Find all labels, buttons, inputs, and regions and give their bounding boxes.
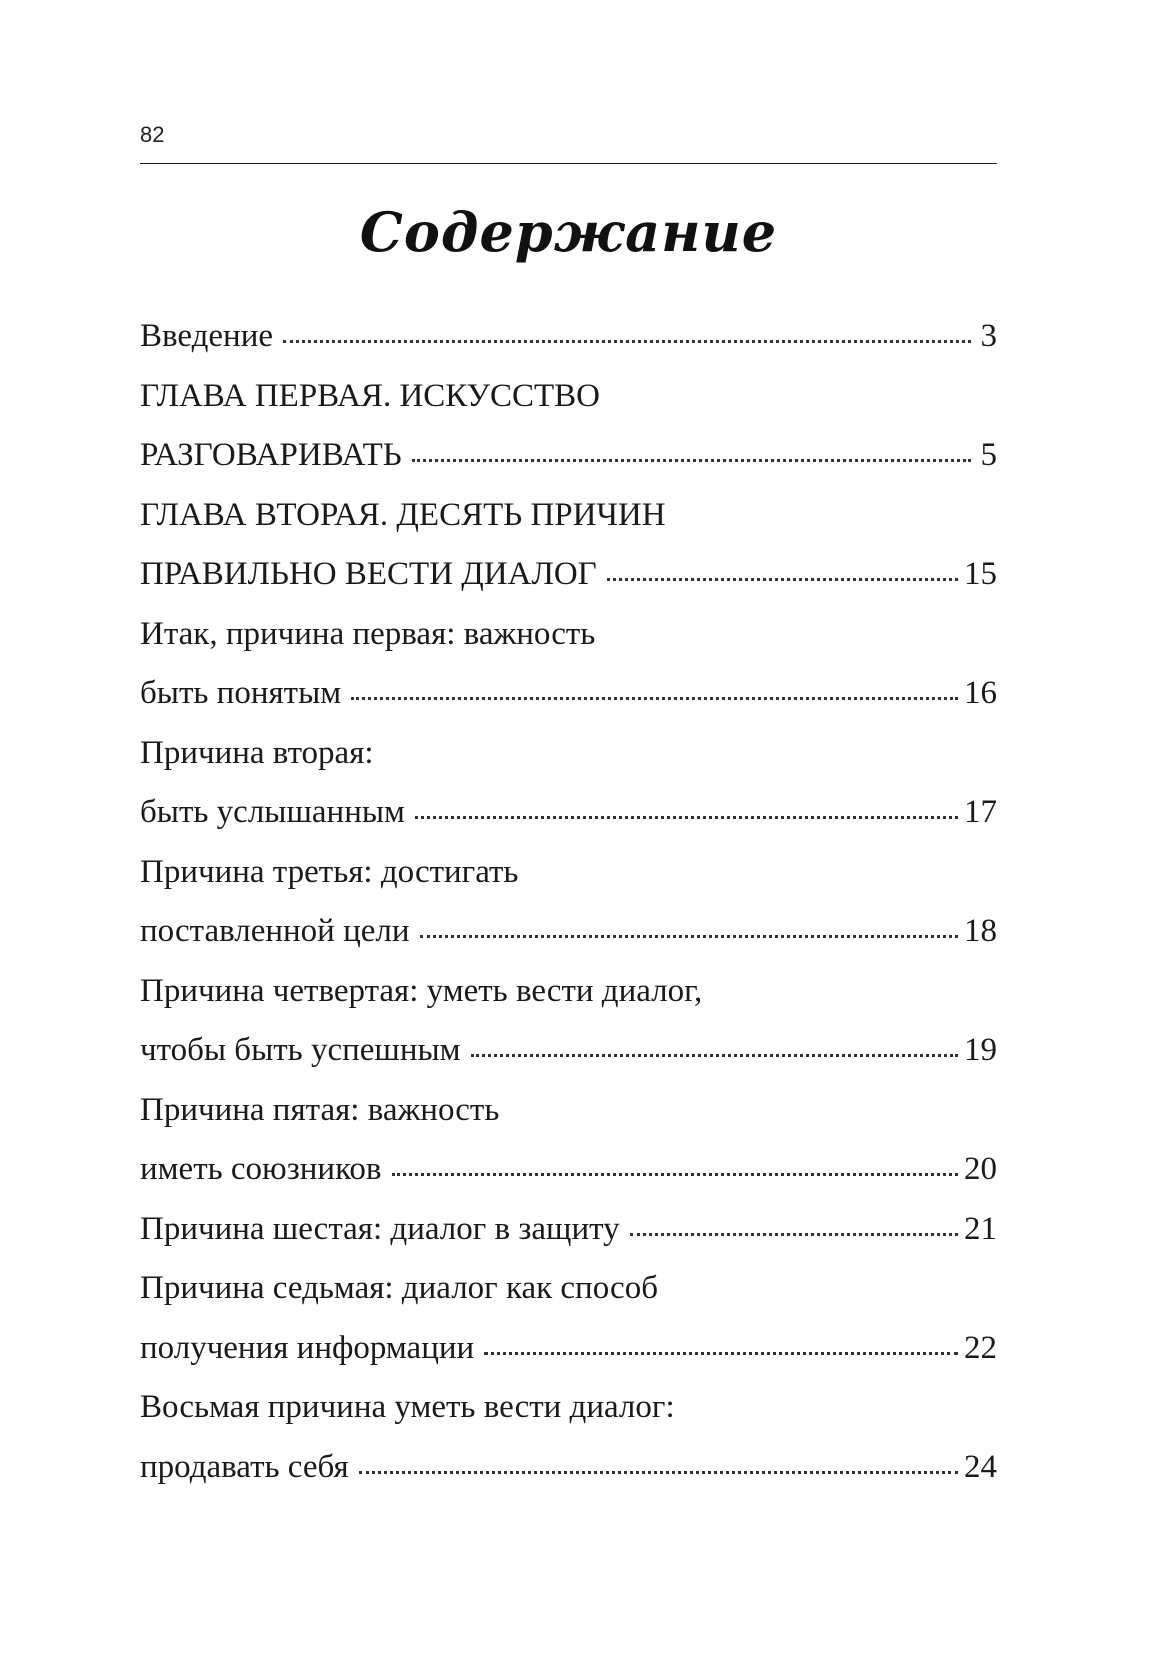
toc-entry-reason-8[interactable] <box>140 1389 997 1508</box>
table-of-contents <box>140 318 997 1508</box>
toc-entry-text: ПРАВИЛЬНО ВЕСТИ ДИАЛОГ <box>140 556 597 592</box>
toc-entry-text: РАЗГОВАРИВАТЬ <box>140 437 402 473</box>
toc-page-number: 15 <box>964 556 997 592</box>
toc-page-number: 21 <box>964 1210 997 1247</box>
toc-entry-text: Причина четвертая: уметь вести диалог, <box>140 972 703 1009</box>
toc-entry-reason-2[interactable] <box>140 735 997 854</box>
toc-page-number: 19 <box>964 1032 997 1068</box>
dot-leader <box>630 1233 958 1236</box>
toc-entry-text: иметь союзников <box>140 1151 382 1187</box>
toc-page-number: 3 <box>980 318 997 354</box>
toc-entry-reason-5[interactable] <box>140 1092 997 1211</box>
dot-leader <box>359 1471 958 1474</box>
toc-page-number: 20 <box>964 1151 997 1187</box>
toc-entry-chapter-1[interactable] <box>140 378 997 497</box>
toc-entry-text: Восьмая причина уметь вести диалог: <box>140 1389 675 1425</box>
toc-entry-reason-1[interactable] <box>140 616 997 735</box>
toc-page-number: 17 <box>964 794 997 830</box>
toc-page-number: 22 <box>964 1329 997 1366</box>
dot-leader <box>412 459 971 462</box>
toc-entry-text: поставленной цели <box>140 913 410 949</box>
toc-entry-introduction[interactable] <box>140 318 997 378</box>
toc-entry-text: быть услышанным <box>140 794 405 830</box>
toc-entry-text: Причина шестая: диалог в защиту <box>140 1210 620 1247</box>
header-rule <box>140 163 997 164</box>
toc-entry-text: чтобы быть успешным <box>140 1032 461 1068</box>
page-title: Содержание <box>359 200 778 264</box>
dot-leader <box>392 1173 958 1176</box>
dot-leader <box>420 935 958 938</box>
toc-page-number: 18 <box>964 913 997 949</box>
toc-entry-reason-3[interactable] <box>140 854 997 973</box>
toc-entry-text: Причина пятая: важность <box>140 1091 500 1128</box>
toc-entry-reason-6[interactable] <box>140 1211 997 1271</box>
toc-entry-text: Причина третья: достигать <box>140 853 519 890</box>
dot-leader <box>484 1352 958 1355</box>
toc-entry-text: Причина вторая: <box>140 734 374 771</box>
dot-leader <box>607 578 958 581</box>
dot-leader <box>283 340 971 343</box>
toc-entry-text: Причина седьмая: диалог как способ <box>140 1270 658 1306</box>
dot-leader <box>471 1054 958 1057</box>
toc-entry-text: ГЛАВА ВТОРАЯ. ДЕСЯТЬ ПРИЧИН <box>140 496 666 533</box>
toc-entry-reason-7[interactable] <box>140 1270 997 1389</box>
toc-page-number: 24 <box>964 1448 997 1485</box>
toc-page-number: 16 <box>964 675 997 711</box>
toc-entry-reason-4[interactable] <box>140 973 997 1092</box>
dot-leader <box>351 697 958 700</box>
dot-leader <box>415 816 958 819</box>
toc-entry-text: ГЛАВА ПЕРВАЯ. ИСКУССТВО <box>140 377 601 414</box>
toc-page-number: 5 <box>980 437 997 473</box>
toc-entry-text: Итак, причина первая: важность <box>140 615 596 652</box>
toc-entry-text: продавать себя <box>140 1448 349 1485</box>
page-number: 82 <box>140 122 165 147</box>
toc-entry-chapter-2[interactable] <box>140 497 997 616</box>
toc-entry-text: быть понятым <box>140 675 342 711</box>
toc-entry-text: Введение <box>140 318 274 354</box>
toc-entry-text: получения информации <box>140 1329 475 1366</box>
